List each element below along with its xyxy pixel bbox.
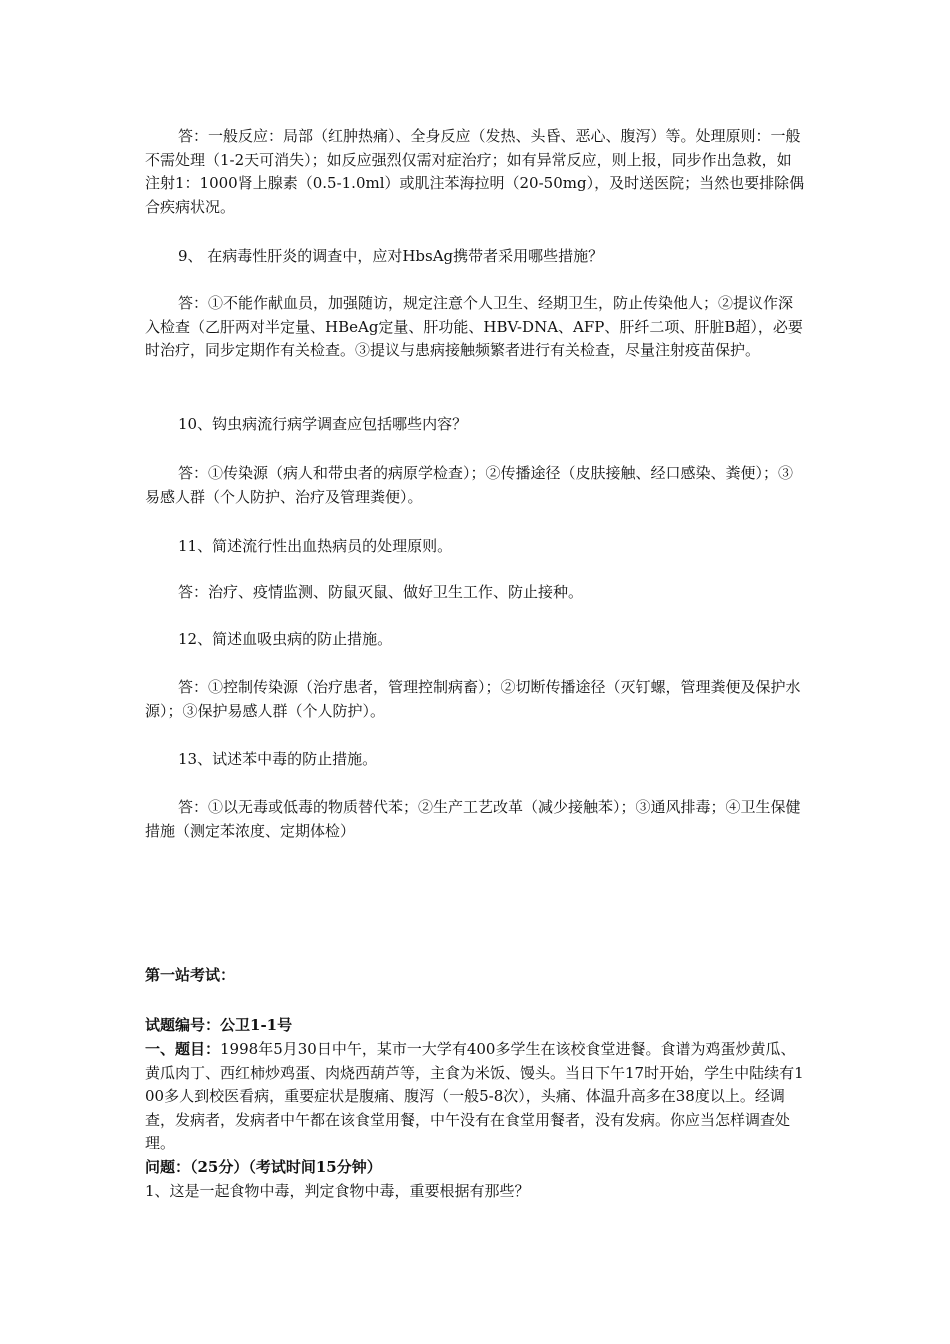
topic-label: 一、题目：: [145, 1040, 221, 1058]
topic-text: 1998年5月30日中午，某市一大学有400多学生在该校食堂进餐。食谱为鸡蛋炒黄瓜、黄瓜肉丁、西红柿炒鸡蛋、肉烧西葫芦等，主食为米饭、馒头。当日下午17时开始，学生中陆续有100多人到校医看病，重要症状是腹痛、腹泻（一般5-8次），头痛、体温升高多在38度以上。经调查，发病者，发病者中午都在该食堂用餐，中午没有在食堂用餐者，没有发病。你应当怎样调查处理。: [145, 1040, 804, 1152]
question-10: 10、钩虫病流行病学调查应包括哪些内容？: [178, 415, 468, 433]
topic-paragraph: [145, 1038, 805, 1156]
answer-12-paragraph: 答：①控制传染源（治疗患者，管理控制病畜）；②切断传播途径（灭钉螺，管理粪便及保护水源）；③保护易感人群（个人防护）。: [145, 678, 801, 720]
question-12: 12、简述血吸虫病的防止措施。: [178, 630, 393, 648]
question-11: 11、简述流行性出血热病员的处理原则。: [178, 537, 453, 555]
answer-8-paragraph: 答：一般反应：局部（红肿热痛）、全身反应（发热、头昏、恶心、腹泻）等。处理原则：一般不需处理（1-2天可消失）；如反应强烈仅需对症治疗；如有异常反应，则上报，同步作出急救，如注射1：1000肾上腺素（0.5-1.0ml）或肌注苯海拉明（20-50mg），及时送医院；当然也要排除偶合疾病状况。: [145, 127, 805, 216]
station-title: 第一站考试：: [145, 966, 236, 984]
question-9: 9、 在病毒性肝炎的调查中，应对HbsAg携带者采用哪些措施？: [178, 247, 604, 265]
answer-9-paragraph: 答：①不能作献血员，加强随访，规定注意个人卫生、经期卫生，防止传染他人；②提议作深入检查（乙肝两对半定量、HBeAg定量、肝功能、HBV-DNA、AFP、肝纤二项、肝脏B超），必要时治疗，同步定期作有关检查。③提议与患病接触频繁者进行有关检查，尽量注射疫苗保护。: [145, 294, 803, 359]
question-13: 13、试述苯中毒的防止措施。: [178, 750, 378, 768]
answer-10-paragraph: 答：①传染源（病人和带虫者的病原学检查）；②传播途径（皮肤接触、经口感染、粪便）；③易感人群（个人防护、治疗及管理粪便）。: [145, 464, 794, 506]
answer-13-paragraph: 答：①以无毒或低毒的物质替代苯；②生产工艺改革（减少接触苯）；③通风排毒；④卫生保健措施（测定苯浓度、定期体检）: [145, 798, 801, 840]
exam-number: 试题编号：公卫1-1号: [145, 1016, 293, 1034]
question-1: 1、这是一起食物中毒，判定食物中毒，重要根据有那些？: [145, 1182, 530, 1200]
answer-11-paragraph: 答：治疗、疫情监测、防鼠灭鼠、做好卫生工作、防止接种。: [178, 583, 584, 601]
question-header: 问题：（25分）（考试时间15分钟）: [145, 1158, 382, 1176]
